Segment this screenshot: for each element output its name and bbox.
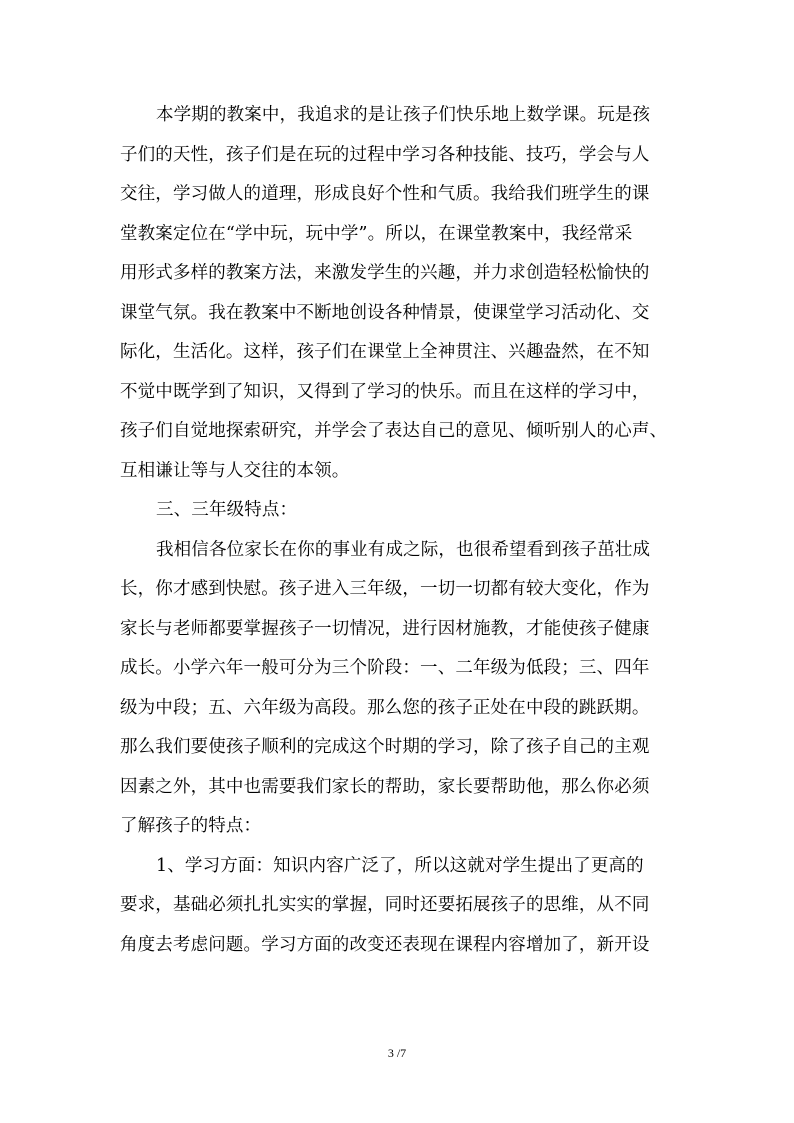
paragraph-line: 课堂气氛。我在教案中不断地创设各种情景，使课堂学习活动化、交 [120,302,650,323]
paragraph-line: 际化，生活化。这样，孩子们在课堂上全神贯注、兴趣盎然，在不知 [120,342,650,362]
paragraph-line: 那么我们要使孩子顺利的完成这个时期的学习，除了孩子自己的主观 [120,737,650,757]
paragraph-line: 要求，基础必须扎扎实实的掌握，同时还要拓展孩子的思维，从不同 [120,895,650,915]
paragraph-line: 子们的天性，孩子们是在玩的过程中学习各种技能、技巧，学会与人 [120,144,650,165]
paragraph-line: 角度去考虑问题。学习方面的改变还表现在课程内容增加了，新开设 [120,934,650,955]
paragraph-line: 家长与老师都要掌握孩子一切情况，进行因材施教，才能使孩子健康 [120,618,650,639]
page-number: 3 /7 [387,1046,407,1060]
paragraph-line: 级为中段；五、六年级为高段。那么您的孩子正处在中段的跳跃期。 [120,697,650,718]
section-heading: 三、三年级特点： [156,500,298,520]
paragraph-line: 不觉中既学到了知识，又得到了学习的快乐。而且在这样的学习中， [120,381,650,402]
paragraph-line: 成长。小学六年一般可分为三个阶段：一、二年级为低段；三、四年 [120,658,650,678]
paragraph-line: 本学期的教案中，我追求的是让孩子们快乐地上数学课。玩是孩 [156,105,651,125]
paragraph-line: 了解孩子的特点： [120,816,262,836]
paragraph-line: 1、学习方面：知识内容广泛了，所以这就对学生提出了更高的 [156,855,644,876]
paragraph-line: 互相谦让等与人交往的本领。 [120,460,350,481]
paragraph-line: 我相信各位家长在你的事业有成之际，也很希望看到孩子茁壮成 [156,539,651,560]
paragraph-line: 交往，学习做人的道理，形成良好个性和气质。我给我们班学生的课 [120,184,650,204]
document-body [120,96,676,965]
paragraph-line: 孩子们自觉地探索研究，并学会了表达自己的意见、倾听别人的心声、 [120,421,668,441]
paragraph-line: 堂教案定位在“学中玩，玩中学”。所以，在课堂教案中，我经常采 [120,223,633,244]
paragraph-line: 长，你才感到快慰。孩子进入三年级，一切一切都有较大变化，作为 [120,579,650,599]
paragraph-line: 用形式多样的教案方法，来激发学生的兴趣，并力求创造轻松愉快的 [120,263,650,283]
paragraph-line: 因素之外，其中也需要我们家长的帮助，家长要帮助他，那么你必须 [120,776,650,797]
